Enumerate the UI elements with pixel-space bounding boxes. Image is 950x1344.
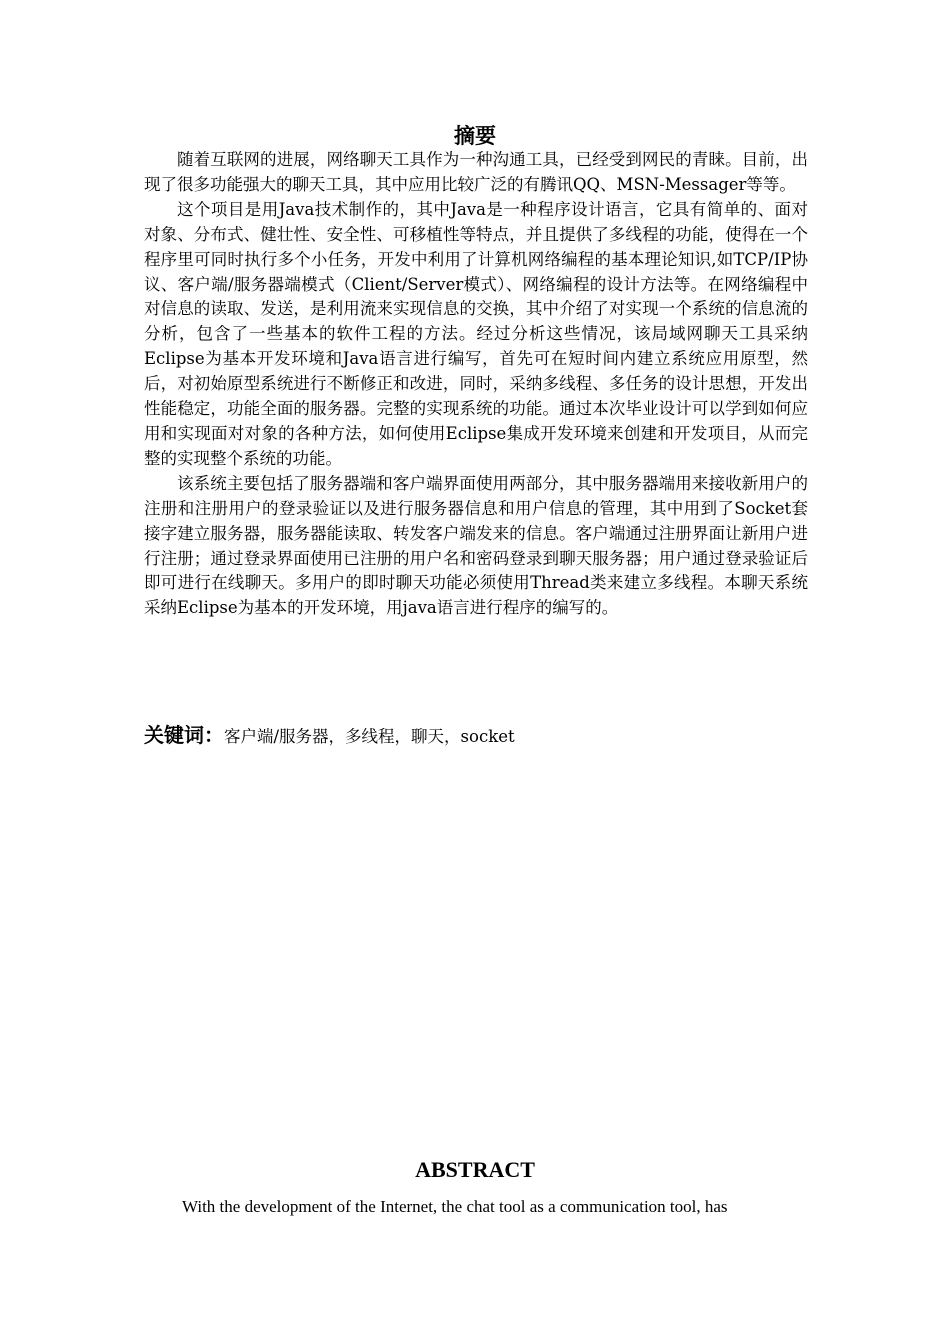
keywords-line	[144, 720, 808, 752]
english-abstract-first-line: With the development of the Internet, the chat tool as a communication tool, has	[182, 1197, 728, 1216]
chinese-abstract-title: 摘要	[454, 124, 496, 148]
english-abstract-title: ABSTRACT	[415, 1157, 535, 1182]
abstract-paragraph-3: 该系统主要包括了服务器端和客户端界面使用两部分，其中服务器端用来接收新用户的注册和注册用户的登录验证以及进行服务器信息和用户信息的管理，其中用到了Socket套接字建立服务器，服务器能读取、转发客户端发来的信息。客户端通过注册界面让新用户进行注册；通过登录界面使用已注册的用户名和密码登录到聊天服务器；用户通过登录验证后即可进行在线聊天。多用户的即时聊天功能必须使用Thread类来建立多线程。本聊天系统采纳Eclipse为基本的开发环境，用java语言进行程序的编写的。	[144, 473, 808, 618]
keywords-text: 客户端/服务器，多线程，聊天，socket	[224, 727, 515, 746]
chinese-abstract-body	[144, 148, 808, 621]
abstract-paragraph-1: 随着互联网的进展，网络聊天工具作为一种沟通工具，已经受到网民的青睐。目前，出现了很多功能强大的聊天工具，其中应用比较广泛的有腾讯QQ、MSN-Messager等等。	[144, 150, 808, 194]
abstract-paragraph-2: 这个项目是用Java技术制作的，其中Java是一种程序设计语言，它具有简单的、面对对象、分布式、健壮性、安全性、可移植性等特点，并且提供了多线程的功能，使得在一个程序里可同时执行多个小任务，开发中利用了计算机网络编程的基本理论知识,如TCP/IP协议、客户端/服务器端模式（Client/Server模式）、网络编程的设计方法等。在网络编程中对信息的读取、发送，是利用流来实现信息的交换，其中介绍了对实现一个系统的信息流的分析，包含了一些基本的软件工程的方法。经过分析这些情况，该局域网聊天工具采纳Eclipse为基本开发环境和Java语言进行编写，首先可在短时间内建立系统应用原型，然后，对初始原型系统进行不断修正和改进，同时，采纳多线程、多任务的设计思想，开发出性能稳定，功能全面的服务器。完整的实现系统的功能。通过本次毕业设计可以学到如何应用和实现面对对象的各种方法，如何使用Eclipse集成开发环境来创建和开发项目，从而完整的实现整个系统的功能。	[144, 199, 808, 468]
keywords-label: 关键词：	[144, 723, 224, 747]
